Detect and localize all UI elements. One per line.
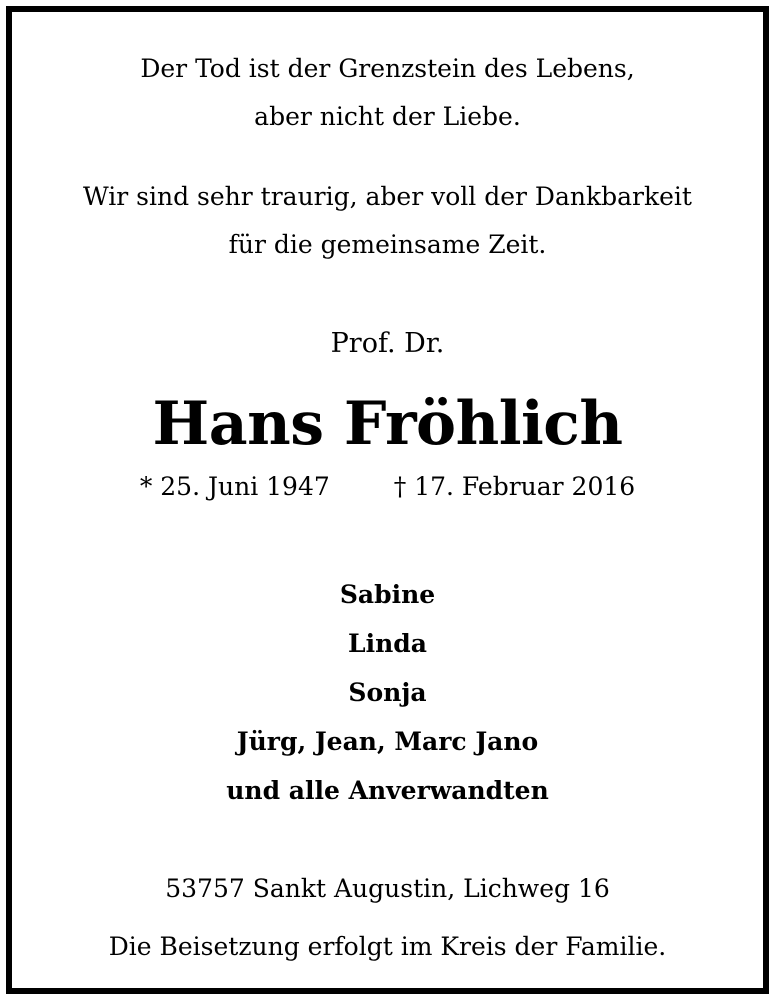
verse-line-3: Wir sind sehr traurig, aber voll der Dankbarkeit [83,182,692,211]
burial-note: Die Beisetzung erfolgt im Kreis der Familie. [108,932,667,961]
verse-line-2: aber nicht der Liebe. [254,102,521,131]
mourner-name: Sonja [348,678,427,707]
address: 53757 Sankt Augustin, Lichweg 16 [165,874,610,903]
birth-date: * 25. Juni 1947 [139,472,330,501]
obituary-notice [6,6,769,994]
deceased-name: Hans Fröhlich [152,389,623,459]
death-date: † 17. Februar 2016 [393,472,636,501]
mourner-name: Sabine [339,580,436,609]
mourner-name: Jürg, Jean, Marc Jano [236,727,539,756]
life-dates [12,474,763,499]
mourner-name: Linda [348,629,427,658]
academic-title: Prof. Dr. [330,328,445,359]
verse-line-4: für die gemeinsame Zeit. [228,230,547,259]
verse-line-1: Der Tod ist der Grenzstein des Lebens, [140,54,635,83]
mourner-name: und alle Anverwandten [226,776,549,805]
